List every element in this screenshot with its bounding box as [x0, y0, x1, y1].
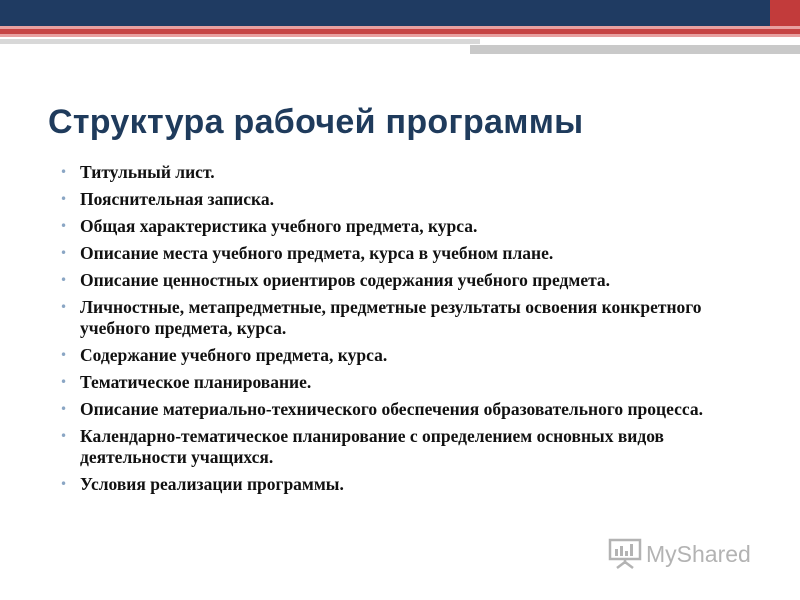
list-item	[60, 243, 720, 264]
list-item-text: Описание материально-технического обеспечения образовательного процесса.	[80, 399, 703, 419]
list-item-text: Пояснительная записка.	[80, 189, 274, 209]
list-item-text: Титульный лист.	[80, 162, 215, 182]
bullet-dot-icon: •	[60, 165, 68, 179]
list-item	[60, 399, 720, 420]
list-item-text: Описание места учебного предмета, курса в учебном плане.	[80, 243, 554, 263]
top-band-navy	[0, 0, 800, 26]
slide-title: Структура рабочей программы	[48, 103, 584, 141]
bullet-dot-icon: •	[60, 219, 68, 233]
content-bullet-list	[60, 162, 720, 501]
list-item	[60, 162, 720, 183]
band-gray-upper	[0, 39, 480, 44]
myshared-watermark	[608, 536, 751, 572]
band-gray-lower	[470, 45, 800, 54]
presentation-board-icon	[608, 538, 642, 570]
list-item-text: Описание ценностных ориентиров содержания учебного предмета.	[80, 270, 611, 290]
band-red-accent	[0, 29, 800, 34]
list-item	[60, 372, 720, 393]
watermark-text: MyShared	[646, 540, 751, 567]
bullet-dot-icon: •	[60, 402, 68, 416]
bullet-dot-icon: •	[60, 300, 68, 314]
bullet-dot-icon: •	[60, 348, 68, 362]
list-item	[60, 270, 720, 291]
bullet-dot-icon: •	[60, 246, 68, 260]
list-item-text: Личностные, метапредметные, предметные результаты освоения конкретного учебного предмета, курса.	[80, 297, 702, 338]
bullet-dot-icon: •	[60, 192, 68, 206]
list-item	[60, 297, 720, 339]
list-item-text: Календарно-тематическое планирование с определением основных видов деятельности учащихся.	[80, 426, 664, 467]
list-item	[60, 426, 720, 468]
bullet-dot-icon: •	[60, 477, 68, 491]
list-item	[60, 345, 720, 366]
top-band-red-corner	[770, 0, 800, 26]
list-item	[60, 474, 720, 495]
list-item-text: Общая характеристика учебного предмета, курса.	[80, 216, 478, 236]
list-item-text: Тематическое планирование.	[80, 372, 312, 392]
list-item-text: Условия реализации программы.	[80, 474, 344, 494]
list-item-text: Содержание учебного предмета, курса.	[80, 345, 388, 365]
list-item	[60, 216, 720, 237]
bullet-dot-icon: •	[60, 429, 68, 443]
bullet-dot-icon: •	[60, 273, 68, 287]
bullet-dot-icon: •	[60, 375, 68, 389]
list-item	[60, 189, 720, 210]
